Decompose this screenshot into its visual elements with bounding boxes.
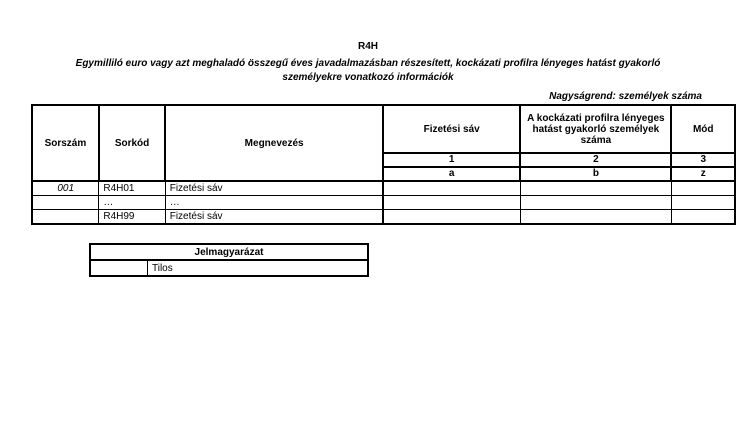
cell-input-b[interactable] xyxy=(520,196,671,210)
col-letter-b: b xyxy=(520,167,671,181)
header-sorszam: Sorszám xyxy=(32,105,99,181)
legend-title: Jelmagyarázat xyxy=(90,244,368,260)
col-letter-a: a xyxy=(383,167,520,181)
form-title-line2: személyekre vonatkozó információk xyxy=(282,72,454,83)
table-row xyxy=(32,210,735,225)
cell-input-b[interactable] xyxy=(520,181,671,196)
legend-symbol xyxy=(90,260,148,276)
legend-item xyxy=(90,260,368,276)
table-row xyxy=(32,181,735,196)
cell-megnevezes: … xyxy=(165,196,383,210)
cell-input-z[interactable] xyxy=(671,196,735,210)
cell-sorkod: R4H01 xyxy=(99,181,165,196)
cell-input-a[interactable] xyxy=(383,210,520,225)
legend-table xyxy=(89,243,369,277)
cell-sorszam xyxy=(32,196,99,210)
header-megnevezes: Megnevezés xyxy=(165,105,383,181)
cell-input-a[interactable] xyxy=(383,181,520,196)
cell-input-b[interactable] xyxy=(520,210,671,225)
data-table xyxy=(31,104,736,225)
header-mod: Mód xyxy=(671,105,735,153)
cell-input-z[interactable] xyxy=(671,181,735,196)
table-row xyxy=(32,196,735,210)
form-code: R4H xyxy=(357,41,378,52)
unit-label: Nagyságrend: személyek száma xyxy=(549,91,702,102)
cell-sorkod: … xyxy=(99,196,165,210)
header-sorkod: Sorkód xyxy=(99,105,165,181)
legend-label: Tilos xyxy=(148,260,369,276)
cell-sorkod: R4H99 xyxy=(99,210,165,225)
cell-sorszam xyxy=(32,210,99,225)
cell-input-z[interactable] xyxy=(671,210,735,225)
cell-megnevezes: Fizetési sáv xyxy=(165,210,383,225)
cell-megnevezes: Fizetési sáv xyxy=(165,181,383,196)
cell-input-a[interactable] xyxy=(383,196,520,210)
col-number-2: 2 xyxy=(520,153,671,167)
header-fizetesi-sav: Fizetési sáv xyxy=(383,105,520,153)
form-title-line1: Egymilliló euro vagy azt meghaladó összegű éves javadalmazásban részesített, kockázati profilra lényeges hatást gyakorló xyxy=(75,58,661,69)
header-kockazati: A kockázati profilra lényeges hatást gyakorló személyek száma xyxy=(520,105,671,153)
cell-sorszam: 001 xyxy=(32,181,99,196)
col-number-1: 1 xyxy=(383,153,520,167)
col-number-3: 3 xyxy=(671,153,735,167)
col-letter-z: z xyxy=(671,167,735,181)
